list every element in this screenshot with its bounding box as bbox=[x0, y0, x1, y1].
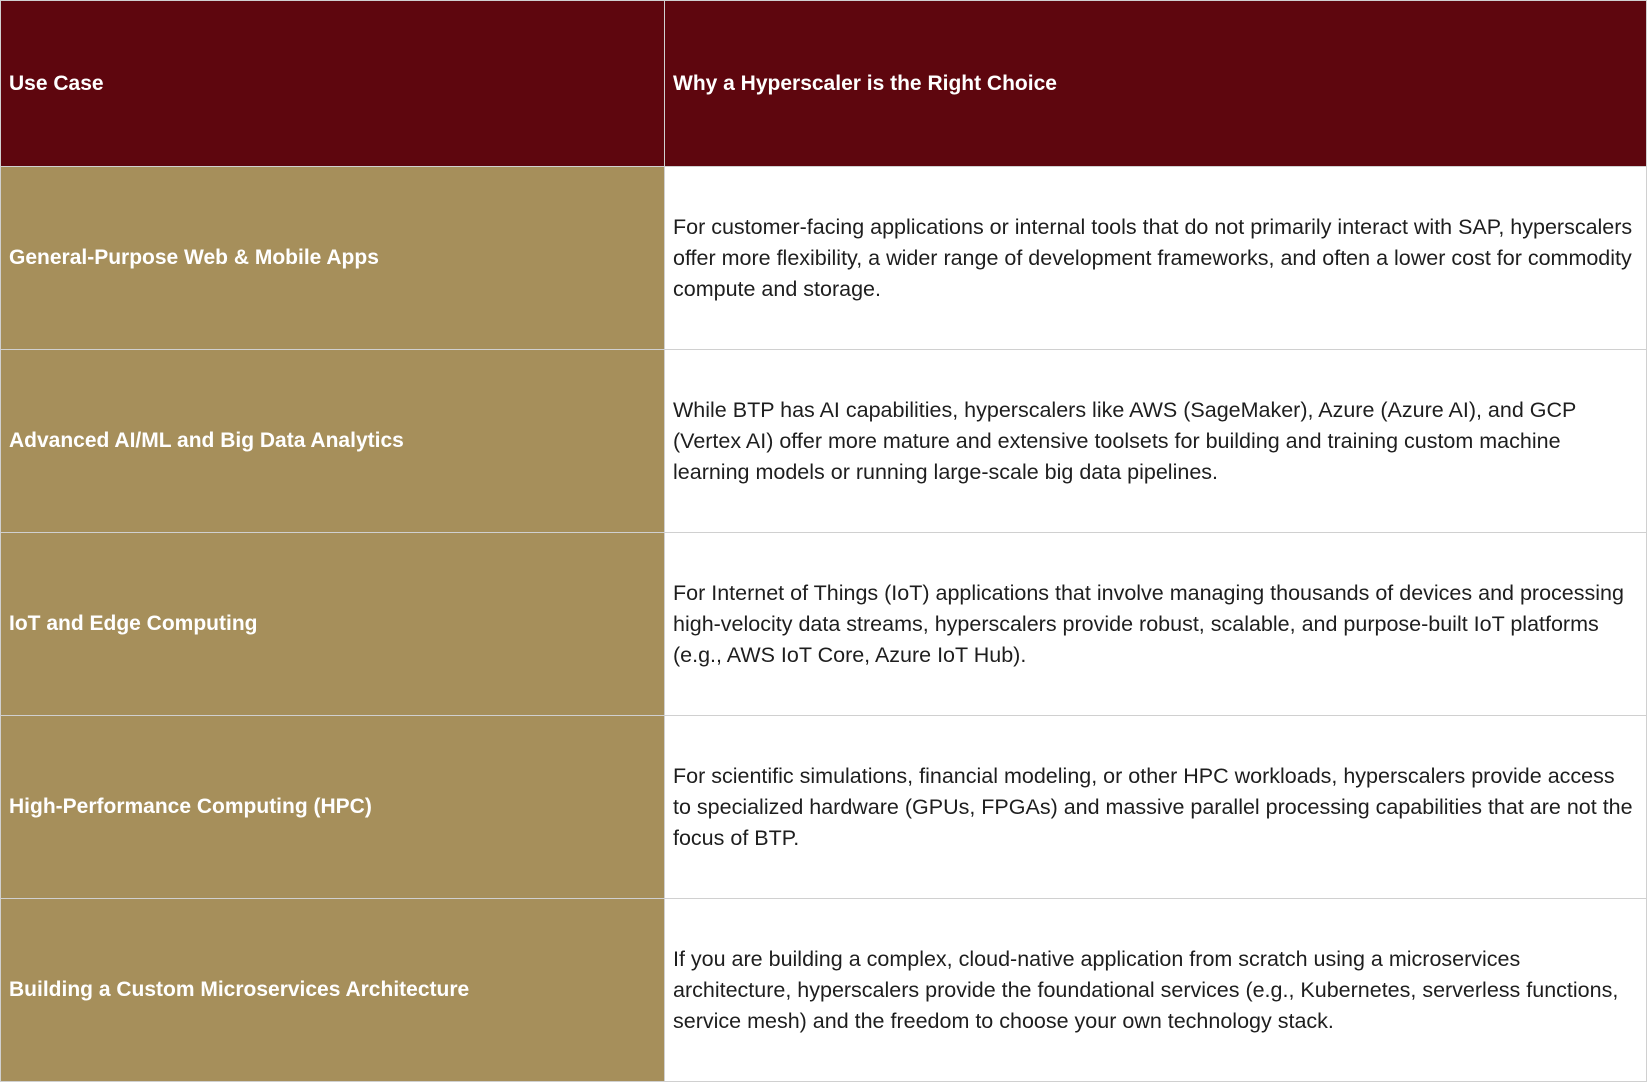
use-case-cell: High-Performance Computing (HPC) bbox=[1, 716, 665, 899]
header-why: Why a Hyperscaler is the Right Choice bbox=[665, 1, 1647, 167]
why-cell: If you are building a complex, cloud-native application from scratch using a microservices architecture, hyperscalers provide the foundational services (e.g., Kubernetes, serverless functions, service mesh) and the freedom to choose your own technology stack. bbox=[665, 899, 1647, 1082]
table-row bbox=[1, 167, 1647, 350]
use-case-cell: IoT and Edge Computing bbox=[1, 533, 665, 716]
table-row bbox=[1, 899, 1647, 1082]
header-use-case: Use Case bbox=[1, 1, 665, 167]
use-case-cell: Advanced AI/ML and Big Data Analytics bbox=[1, 350, 665, 533]
use-case-cell: Building a Custom Microservices Architecture bbox=[1, 899, 665, 1082]
why-cell: While BTP has AI capabilities, hyperscalers like AWS (SageMaker), Azure (Azure AI), and GCP (Vertex AI) offer more mature and extensive toolsets for building and training custom machine learning models or running large-scale big data pipelines. bbox=[665, 350, 1647, 533]
table-row bbox=[1, 350, 1647, 533]
why-cell: For Internet of Things (IoT) applications that involve managing thousands of devices and processing high-velocity data streams, hyperscalers provide robust, scalable, and purpose-built IoT platforms (e.g., AWS IoT Core, Azure IoT Hub). bbox=[665, 533, 1647, 716]
header-row bbox=[1, 1, 1647, 167]
table-row bbox=[1, 533, 1647, 716]
why-cell: For customer-facing applications or internal tools that do not primarily interact with SAP, hyperscalers offer more flexibility, a wider range of development frameworks, and often a lower cost for commodity compute and storage. bbox=[665, 167, 1647, 350]
table-row bbox=[1, 716, 1647, 899]
use-case-cell: General-Purpose Web & Mobile Apps bbox=[1, 167, 665, 350]
why-cell: For scientific simulations, financial modeling, or other HPC workloads, hyperscalers provide access to specialized hardware (GPUs, FPGAs) and massive parallel processing capabilities that are not the focus of BTP. bbox=[665, 716, 1647, 899]
